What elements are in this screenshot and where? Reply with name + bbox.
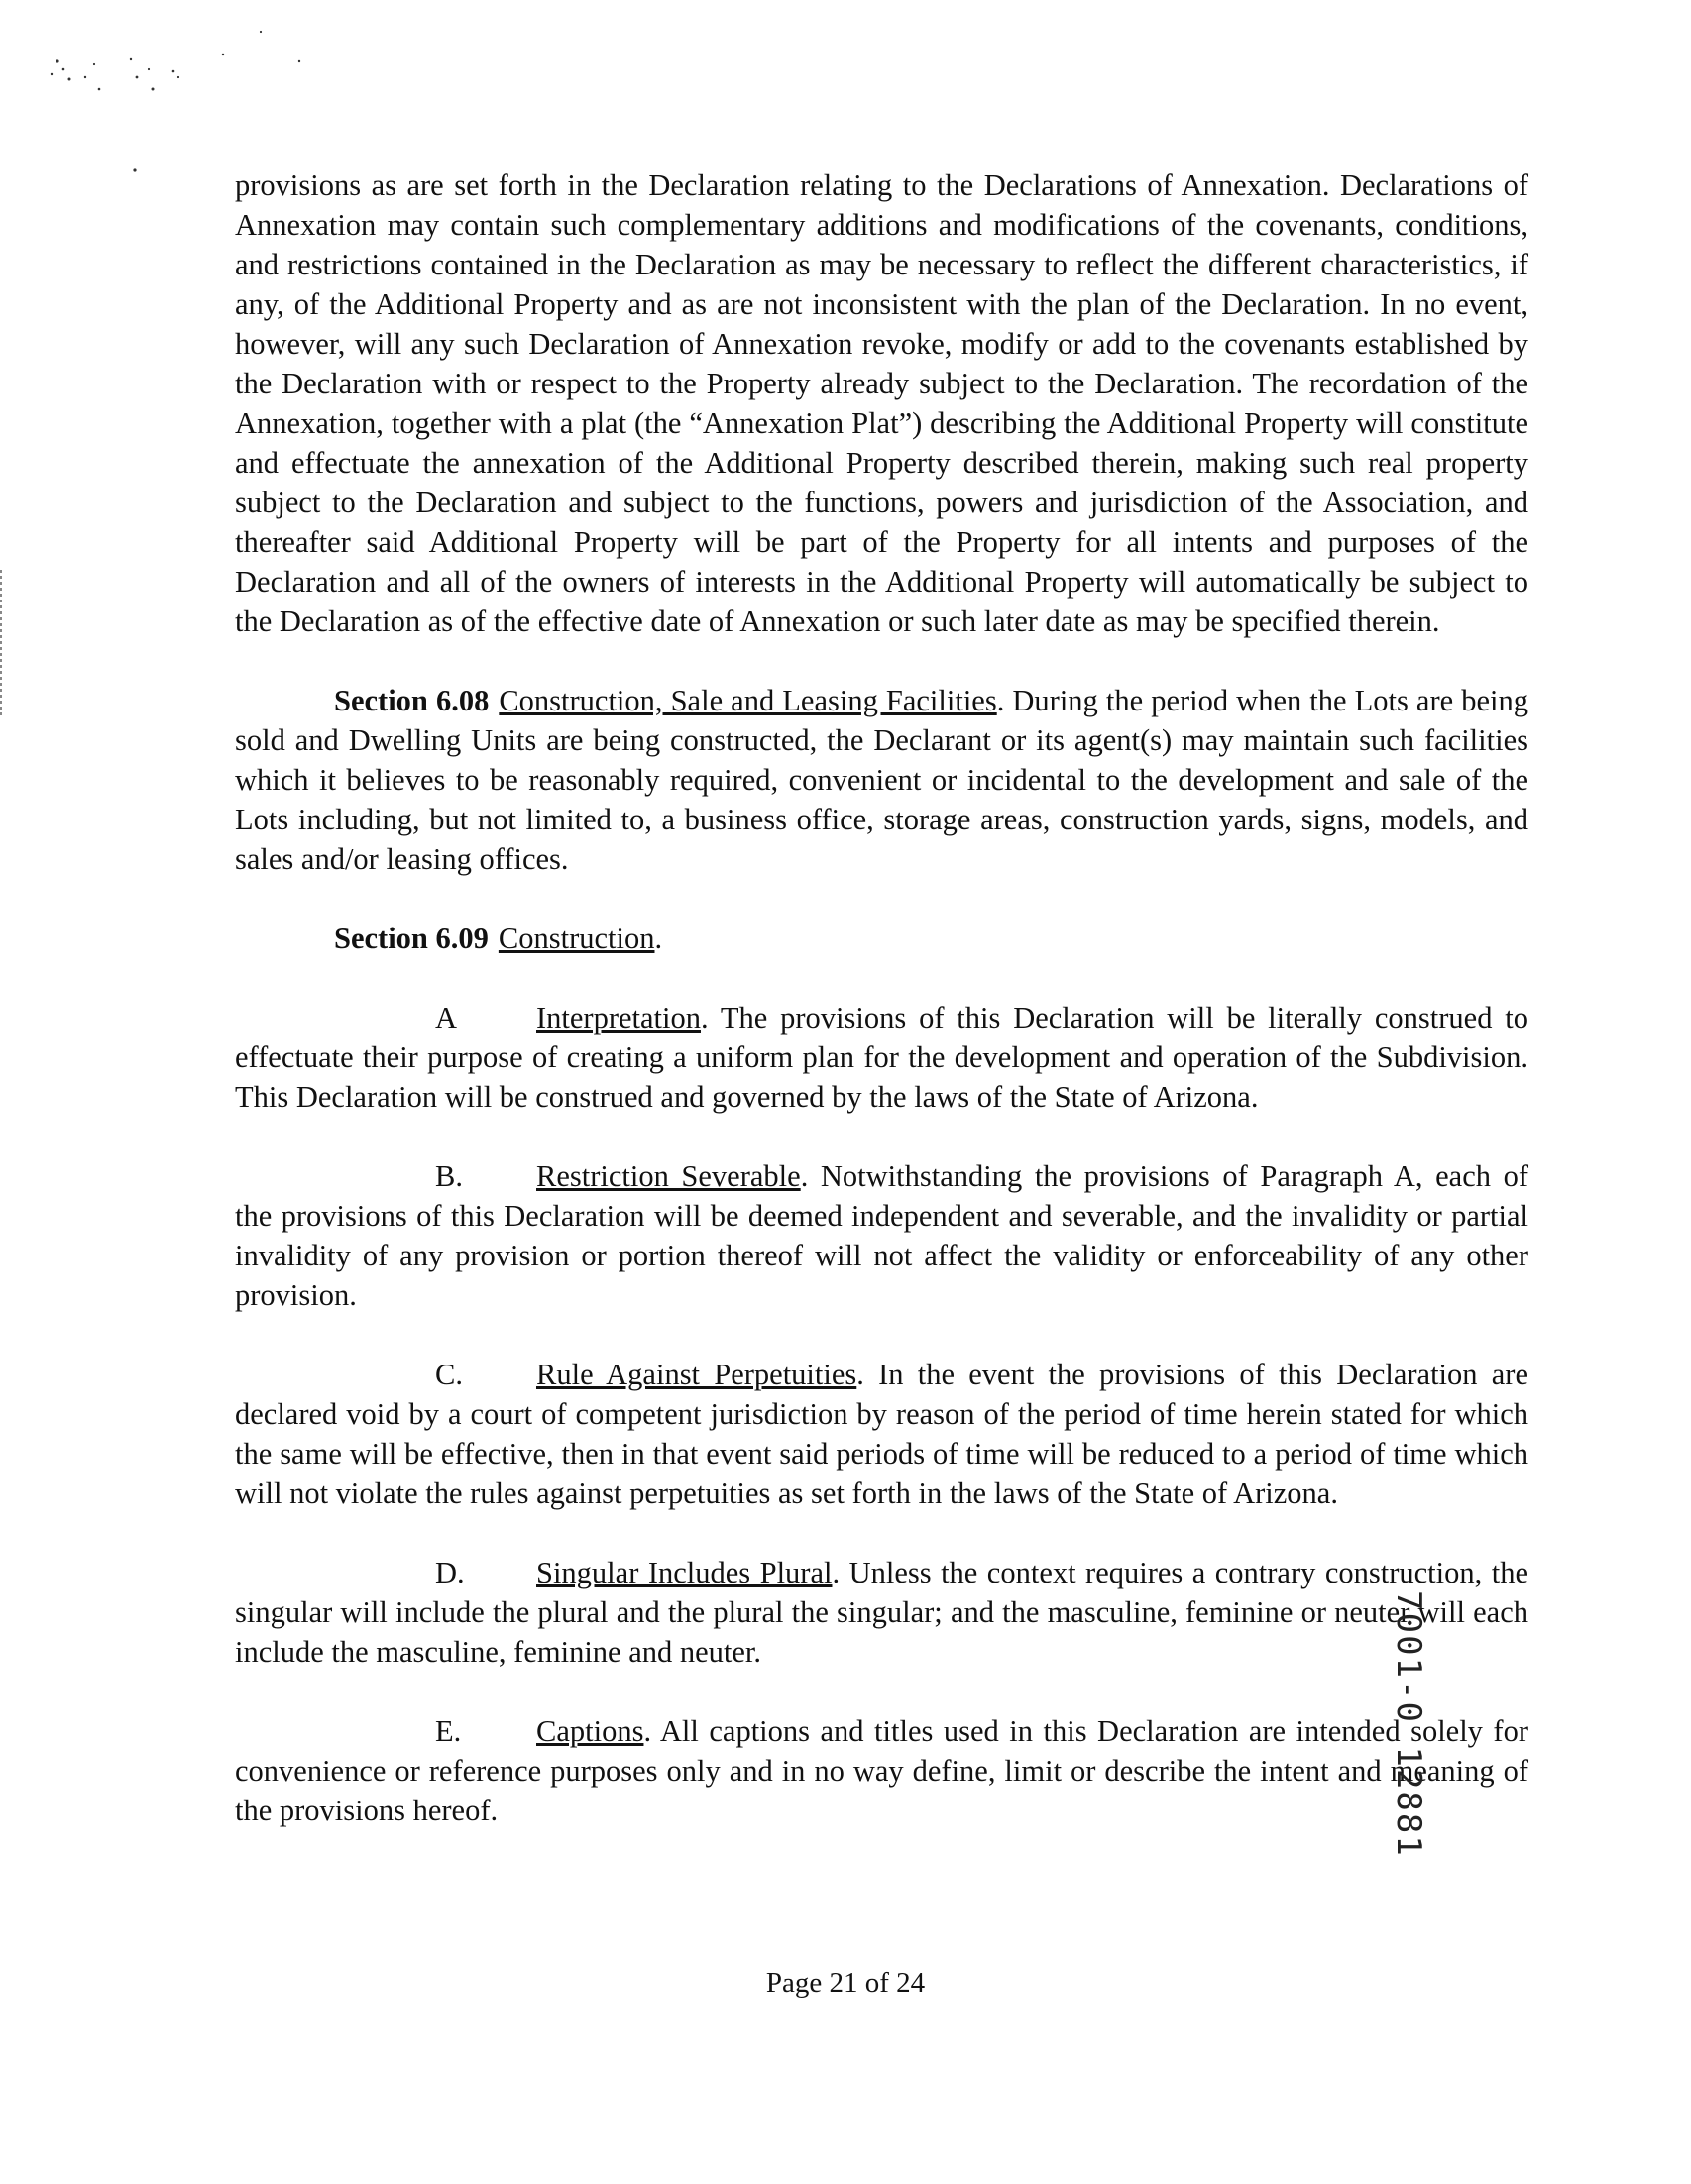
paragraph-c-heading: Rule Against Perpetuities xyxy=(536,1358,857,1391)
paragraph-a-heading: Interpretation xyxy=(536,1001,701,1035)
paragraph-a-letter: A xyxy=(435,1001,458,1035)
paragraph-c xyxy=(235,1355,1528,1513)
recording-number: 7001-0 12881 xyxy=(1389,1590,1428,1858)
section-6-09-title-suffix: . xyxy=(654,922,663,955)
paragraph-a xyxy=(235,998,1528,1117)
paragraph-c-text: . In the event the provisions of this Declaration are declared void by a court of competent jurisdiction by reason of the period of time herein stated for which the same will be effective, then in that event said periods of time will be reduced to a period of time which will not violate the rules against perpetuities as set forth in the laws of the State of Arizona. xyxy=(235,1358,1528,1510)
paragraph-b-heading: Restriction Severable xyxy=(536,1159,801,1193)
section-6-09 xyxy=(235,919,1528,958)
scan-edge-artifact xyxy=(0,570,2,718)
section-6-08 xyxy=(235,681,1528,879)
paragraph-e xyxy=(235,1711,1528,1830)
paragraph-d xyxy=(235,1553,1528,1672)
recording-number-stamp xyxy=(1381,1581,1436,1868)
paragraph-b xyxy=(235,1156,1528,1315)
continuation-paragraph: provisions as are set forth in the Declaration relating to the Declarations of Annexation. Declarations of Annexation may contain such complementary additions and modifications of the covenants, conditions, and restrictions contained in the Declaration as may be necessary to reflect the different characteristics, if any, of the Additional Property and as are not inconsistent with the plan of the Declaration. In no event, however, will any such Declaration of Annexation revoke, modify or add to the covenants established by the Declaration with or respect to the Property already subject to the Declaration. The recordation of the Annexation, together with a plat (the “Annexation Plat”) describing the Additional Property will constitute and effectuate the annexation of the Additional Property described therein, making such real property subject to the Declaration and subject to the functions, powers and jurisdiction of the Association, and thereafter said Additional Property will be part of the Property for all intents and purposes of the Declaration and all of the owners of interests in the Additional Property will automatically be subject to the Declaration as of the effective date of Annexation or such later date as may be specified therein. xyxy=(235,168,1528,638)
section-6-08-title: Construction, Sale and Leasing Facilities xyxy=(499,684,997,717)
paragraph-e-text: . All captions and titles used in this Declaration are intended solely for convenience or reference purposes only and in no way define, limit or describe the intent and meaning of the provisions hereof. xyxy=(235,1714,1528,1827)
scan-noise-marks xyxy=(40,20,367,188)
document-body xyxy=(235,165,1528,1830)
paragraph-d-text: . Unless the context requires a contrary construction, the singular will include the plural and the plural the singular; and the masculine, feminine or neuter will each include the masculine, feminine and neuter. xyxy=(235,1556,1528,1669)
section-6-09-label: Section 6.09 xyxy=(334,922,489,955)
paragraph-e-letter: E. xyxy=(435,1714,462,1748)
paragraph-c-letter: C. xyxy=(435,1358,463,1391)
section-6-09-title: Construction xyxy=(498,922,655,955)
paragraph-d-heading: Singular Includes Plural xyxy=(536,1556,833,1589)
section-6-08-text: . During the period when the Lots are being sold and Dwelling Units are being constructed, the Declarant or its agent(s) may maintain such facilities which it believes to be reasonably required, convenient or incidental to the development and sale of the Lots including, but not limited to, a business office, storage areas, construction yards, signs, models, and sales and/or leasing offices. xyxy=(235,684,1528,876)
paragraph-e-heading: Captions xyxy=(536,1714,644,1748)
section-6-08-label: Section 6.08 xyxy=(334,684,490,717)
paragraph-d-letter: D. xyxy=(435,1556,465,1589)
paragraph-b-letter: B. xyxy=(435,1159,463,1193)
paragraph-b-text: . Notwithstanding the provisions of Paragraph A, each of the provisions of this Declaration will be deemed independent and severable, and the invalidity or partial invalidity of any provision or portion thereof will not affect the validity or enforceability of any other provision. xyxy=(235,1159,1528,1312)
page-footer: Page 21 of 24 xyxy=(765,1967,926,1999)
paragraph-a-text: . The provisions of this Declaration will be literally construed to effectuate their purpose of creating a uniform plan for the development and operation of the Subdivision. This Declaration will be construed and governed by the laws of the State of Arizona. xyxy=(235,1001,1528,1114)
